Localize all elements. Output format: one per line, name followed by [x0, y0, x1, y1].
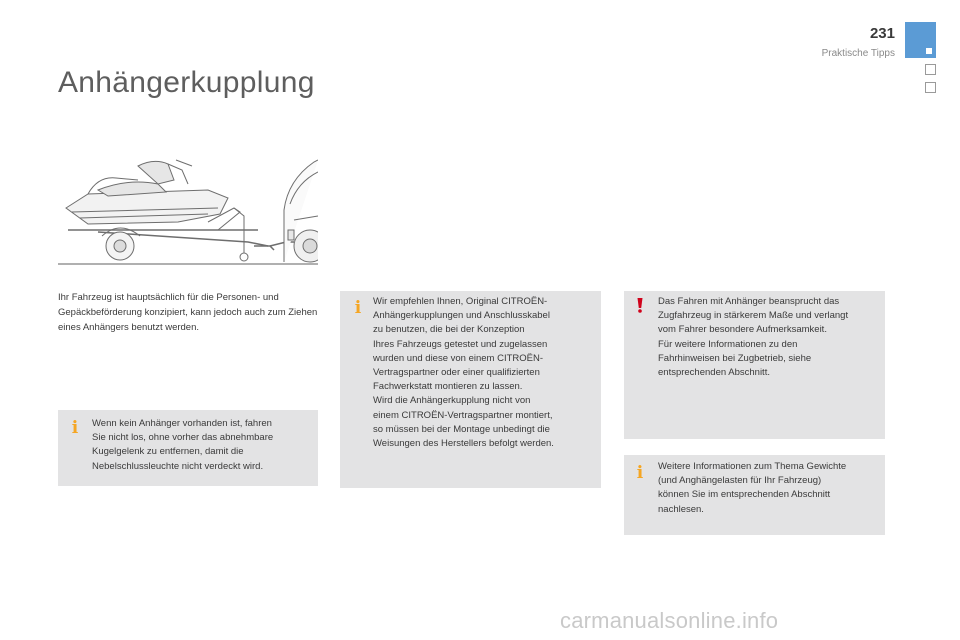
note-line: nachlesen. — [658, 503, 704, 515]
tab-marker — [926, 48, 932, 54]
note-line: Vertragspartner oder einer qualifizierten — [373, 367, 540, 379]
info-icon — [632, 463, 648, 479]
note-line: Nebelschlussleuchte nicht verdeckt wird. — [92, 460, 264, 472]
warning-icon — [632, 297, 648, 313]
section-tab[interactable] — [925, 82, 936, 93]
note-line: Anhängerkupplungen und Anschlusskabel — [373, 310, 550, 322]
note-line: Ihres Fahrzeugs getestet und zugelassen — [373, 338, 548, 350]
note-text — [658, 460, 880, 517]
note-line: vom Fahrer besondere Aufmerksamkeit. — [658, 324, 827, 336]
note-line: zu benutzen, die bei der Konzeption — [373, 324, 525, 336]
note-line: Weitere Informationen zum Thema Gewichte — [658, 461, 847, 472]
note-line: Zugfahrzeug in stärkerem Maße und verlangt — [658, 310, 849, 322]
note-line: Fachwerkstatt montieren zu lassen. — [373, 381, 523, 393]
note-line: können Sie im entsprechenden Abschnitt — [658, 489, 831, 501]
note-text — [658, 295, 880, 380]
section-tab-active[interactable] — [905, 22, 936, 58]
note-line: Für weitere Informationen zu den — [658, 338, 798, 350]
watermark: carmanualsonline.info — [560, 608, 779, 633]
note-line: (und Anghängelasten für Ihr Fahrzeug) — [658, 475, 822, 487]
info-icon — [350, 298, 366, 314]
intro-text: Ihr Fahrzeug ist hauptsächlich für die Personen- und Gepäckbeförderung konzipiert, kann jedoch auch zum Ziehen eines Anhängers benutzt werden. — [58, 292, 318, 333]
note-line: Wir empfehlen Ihnen, Original CITROËN- — [373, 296, 548, 307]
note-text — [373, 295, 595, 451]
svg-text:i: i — [71, 418, 79, 434]
info-icon — [67, 418, 83, 434]
note-line: Das Fahren mit Anhänger beansprucht das — [658, 296, 840, 307]
warning-note-towing-driving — [624, 291, 885, 439]
note-line: entsprechenden Abschnitt. — [658, 367, 770, 379]
note-line: Wenn kein Anhänger vorhanden ist, fahren — [92, 418, 272, 429]
note-line: Fahrhinweisen bei Zugbetrieb, siehe — [658, 352, 812, 364]
svg-text:i: i — [354, 298, 362, 314]
note-line: so müssen bei der Montage unbedingt die — [373, 423, 550, 435]
note-line: Wird die Anhängerkupplung nicht von — [373, 395, 531, 407]
section-title: Praktische Tipps — [821, 48, 895, 59]
trailer-illustration — [58, 150, 318, 270]
page-title: Anhängerkupplung — [58, 66, 315, 99]
note-text — [92, 417, 312, 474]
note-line: Weisungen des Herstellers befolgt werden. — [373, 438, 554, 450]
note-line: wurden und diese von einem CITROËN- — [373, 352, 544, 364]
note-line: Kugelgelenk zu entfernen, damit die — [92, 446, 244, 458]
info-note-weights — [624, 455, 885, 535]
info-note-original-towbar — [340, 291, 601, 488]
info-note-remove-ball-joint — [58, 410, 318, 486]
note-line: einem CITROËN-Vertragspartner montiert, — [373, 409, 553, 421]
note-line: Sie nicht los, ohne vorher das abnehmbare — [92, 432, 274, 444]
svg-text:i: i — [636, 463, 644, 479]
section-tab[interactable] — [925, 64, 936, 75]
page-number: 231 — [869, 25, 895, 42]
